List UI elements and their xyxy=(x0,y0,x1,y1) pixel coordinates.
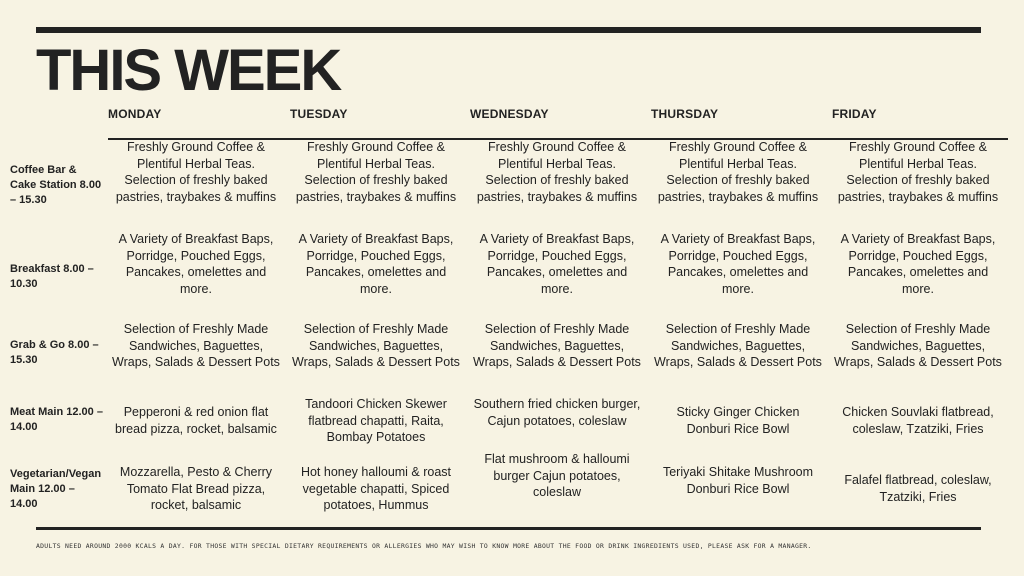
menu-cell: Freshly Ground Coffee & Plentiful Herbal Teas. Selection of freshly baked pastries, traybakes & muffins xyxy=(476,140,638,204)
menu-cell: Freshly Ground Coffee & Plentiful Herbal Teas. Selection of freshly baked pastries, traybakes & muffins xyxy=(295,140,457,204)
allergy-footnote: ADULTS NEED AROUND 2000 KCALS A DAY. FOR THOSE WITH SPECIAL DIETARY REQUIREMENTS OR ALLERGIES WHO MAY WISH TO KNOW MORE ABOUT THE FOOD OR DRINK INGREDIENTS USED, PLEASE ASK FOR A MANAGER. xyxy=(36,542,812,550)
menu-cell: Hot honey halloumi & roast vegetable chapatti, Spiced potatoes, Hummus xyxy=(300,465,452,512)
menu-cell: Flat mushroom & halloumi burger Cajun potatoes, coleslaw xyxy=(484,452,630,499)
row-label-meat-main: Meat Main 12.00 – 14.00 xyxy=(10,406,103,433)
menu-cell: Selection of Freshly Made Sandwiches, Baguettes, Wraps, Salads & Dessert Pots xyxy=(654,322,822,369)
menu-cell: Freshly Ground Coffee & Plentiful Herbal Teas. Selection of freshly baked pastries, traybakes & muffins xyxy=(115,140,277,204)
menu-cell: A Variety of Breakfast Baps, Porridge, Pouched Eggs, Pancakes, omelettes and more. xyxy=(298,232,454,296)
menu-cell: Sticky Ginger Chicken Donburi Rice Bowl xyxy=(676,405,800,436)
row-label-vegetarian-main: Vegetarian/Vegan Main 12.00 – 14.00 xyxy=(10,468,102,510)
row-label-grab-and-go: Grab & Go 8.00 – 15.30 xyxy=(10,339,99,366)
top-rule xyxy=(36,27,981,33)
menu-cell: Selection of Freshly Made Sandwiches, Baguettes, Wraps, Salads & Dessert Pots xyxy=(112,322,280,369)
day-header-monday: MONDAY xyxy=(108,107,162,121)
menu-cell: A Variety of Breakfast Baps, Porridge, Pouched Eggs, Pancakes, omelettes and more. xyxy=(479,232,635,296)
day-header-tuesday: TUESDAY xyxy=(290,107,348,121)
menu-cell: Southern fried chicken burger, Cajun potatoes, coleslaw xyxy=(473,397,641,428)
menu-cell: Chicken Souvlaki flatbread, coleslaw, Tzatziki, Fries xyxy=(842,405,994,436)
menu-cell: Mozzarella, Pesto & Cherry Tomato Flat Bread pizza, rocket, balsamic xyxy=(119,465,273,512)
menu-cell: A Variety of Breakfast Baps, Porridge, Pouched Eggs, Pancakes, omelettes and more. xyxy=(118,232,274,296)
menu-cell: Pepperoni & red onion flat bread pizza, rocket, balsamic xyxy=(115,405,277,436)
row-label-breakfast: Breakfast 8.00 – 10.30 xyxy=(10,263,94,290)
row-label-coffee-bar: Coffee Bar & Cake Station 8.00 – 15.30 xyxy=(10,164,102,206)
menu-cell: Tandoori Chicken Skewer flatbread chapatti, Raita, Bombay Potatoes xyxy=(305,397,447,444)
day-header-wednesday: WEDNESDAY xyxy=(470,107,549,121)
menu-cell: Teriyaki Shitake Mushroom Donburi Rice Bowl xyxy=(662,465,814,496)
menu-cell: Selection of Freshly Made Sandwiches, Baguettes, Wraps, Salads & Dessert Pots xyxy=(834,322,1002,369)
menu-cell: A Variety of Breakfast Baps, Porridge, Pouched Eggs, Pancakes, omelettes and more. xyxy=(660,232,816,296)
menu-cell: Freshly Ground Coffee & Plentiful Herbal Teas. Selection of freshly baked pastries, traybakes & muffins xyxy=(657,140,819,204)
page-title: THIS WEEK xyxy=(36,38,341,103)
menu-cell: Selection of Freshly Made Sandwiches, Baguettes, Wraps, Salads & Dessert Pots xyxy=(473,322,641,369)
day-header-thursday: THURSDAY xyxy=(651,107,719,121)
bottom-rule xyxy=(36,527,981,530)
menu-cell: A Variety of Breakfast Baps, Porridge, Pouched Eggs, Pancakes, omelettes and more. xyxy=(840,232,996,296)
menu-cell: Falafel flatbread, coleslaw, Tzatziki, Fries xyxy=(844,473,992,504)
day-header-friday: FRIDAY xyxy=(832,107,877,121)
menu-cell: Freshly Ground Coffee & Plentiful Herbal Teas. Selection of freshly baked pastries, traybakes & muffins xyxy=(837,140,999,204)
menu-cell: Selection of Freshly Made Sandwiches, Baguettes, Wraps, Salads & Dessert Pots xyxy=(292,322,460,369)
